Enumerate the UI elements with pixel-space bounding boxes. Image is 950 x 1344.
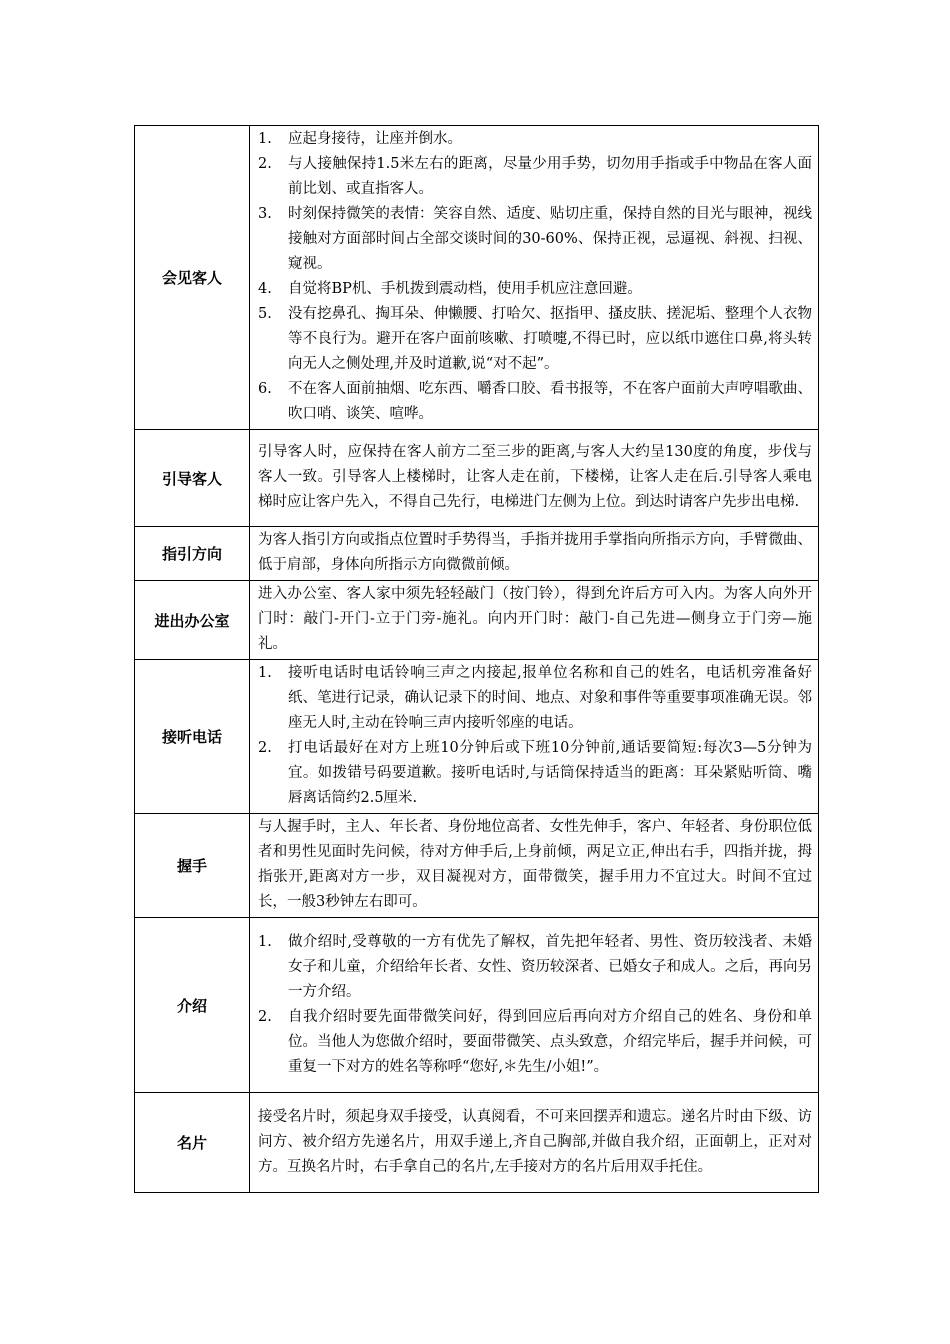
row-entering-office bbox=[135, 581, 819, 660]
list-item-number: 1. bbox=[258, 131, 272, 147]
list-item-number: 6. bbox=[258, 381, 272, 397]
list-item bbox=[258, 127, 812, 152]
list-item bbox=[258, 152, 812, 202]
list-item-number: 1. bbox=[258, 665, 272, 681]
list-item-number: 1. bbox=[258, 933, 272, 950]
row-pointing-direction bbox=[135, 527, 819, 581]
row-content bbox=[250, 126, 819, 430]
row-content: 与人握手时，主人、年长者、身份地位高者、女性先伸手，客户、年轻者、身份职位低者和男性见面时先问候，待对方伸手后,上身前倾，两足立正,伸出右手，四指并拢，拇指张开,距离对方一步，双目凝视对方，面带微笑，握手用力不宜过大。时间不宜过长，一般3秒钟左右即可。 bbox=[250, 814, 819, 918]
list-item-text: 与人接触保持1.5米左右的距离，尽量少用手势，切勿用手指或手中物品在客人面前比划、或直指客人。 bbox=[288, 156, 812, 197]
row-content: 进入办公室、客人家中须先轻轻敲门（按门铃），得到允许后方可入内。为客人向外开门时：敲门-开门-立于门旁-施礼。向内开门时：敲门-自己先进—侧身立于门旁—施礼。 bbox=[250, 581, 819, 660]
list-item-number: 4. bbox=[258, 281, 272, 297]
list-item-number: 3. bbox=[258, 206, 272, 222]
list-item-text: 接听电话时电话铃响三声之内接起,报单位名称和自己的姓名，电话机旁准备好纸、笔进行记录，确认记录下的时间、地点、对象和事件等重要事项准确无误。邻座无人时,主动在铃响三声内接听邻座的电话。 bbox=[288, 665, 812, 731]
numbered-list bbox=[258, 661, 812, 811]
row-content: 接受名片时，须起身双手接受，认真阅看，不可来回摆弄和遗忘。递名片时由下级、访问方、被介绍方先递名片，用双手递上,齐自己胸部,并做自我介绍，正面朝上，正对对方。互换名片时，右手拿自己的名片,左手接对方的名片后用双手托住。 bbox=[250, 1093, 819, 1193]
list-item-text: 自觉将BP机、手机拨到震动档，使用手机应注意回避。 bbox=[288, 281, 642, 297]
list-item bbox=[258, 302, 812, 377]
list-item bbox=[258, 736, 812, 811]
row-content bbox=[250, 660, 819, 814]
list-item bbox=[258, 930, 812, 1005]
numbered-list bbox=[258, 127, 812, 427]
row-content bbox=[250, 918, 819, 1093]
list-item-text: 自我介绍时要先面带微笑问好，得到回应后再向对方介绍自己的姓名、身份和单位。当他人为您做介绍时，要面带微笑、点头致意，介绍完毕后，握手并问候，可重复一下对方的姓名等称呼“您好,＊先生/小姐!”。 bbox=[288, 1008, 812, 1075]
numbered-list bbox=[258, 930, 812, 1080]
row-label: 引导客人 bbox=[135, 430, 250, 527]
row-meeting-guests bbox=[135, 126, 819, 430]
table-body bbox=[135, 126, 819, 1193]
list-item bbox=[258, 661, 812, 736]
row-label: 握手 bbox=[135, 814, 250, 918]
list-item-text: 应起身接待，让座并倒水。 bbox=[288, 131, 462, 147]
row-label: 名片 bbox=[135, 1093, 250, 1193]
etiquette-table bbox=[134, 125, 819, 1193]
list-item-number: 2. bbox=[258, 1008, 272, 1025]
row-guiding-guests bbox=[135, 430, 819, 527]
list-item-text: 时刻保持微笑的表情：笑容自然、适度、贴切庄重，保持自然的目光与眼神，视线接触对方面部时间占全部交谈时间的30-60%、保持正视，忌逼视、斜视、扫视、窥视。 bbox=[288, 206, 812, 272]
list-item-text: 没有挖鼻孔、掏耳朵、伸懒腰、打哈欠、抠指甲、搔皮肤、搓泥垢、整理个人衣物等不良行为。避开在客户面前咳嗽、打喷嚏,不得已时，应以纸巾遮住口鼻,将头转向无人之侧处理,并及时道歉,说“对不起”。 bbox=[288, 306, 812, 372]
row-handshake bbox=[135, 814, 819, 918]
row-label: 会见客人 bbox=[135, 126, 250, 430]
list-item-number: 2. bbox=[258, 156, 272, 172]
list-item bbox=[258, 377, 812, 427]
row-introduction bbox=[135, 918, 819, 1093]
row-label: 指引方向 bbox=[135, 527, 250, 581]
list-item-text: 打电话最好在对方上班10分钟后或下班10分钟前,通话要简短:每次3—5分钟为宜。如拨错号码要道歉。接听电话时,与话筒保持适当的距离：耳朵紧贴听筒、嘴唇离话筒约2.5厘米. bbox=[288, 740, 812, 806]
list-item-text: 不在客人面前抽烟、吃东西、嚼香口胶、看书报等，不在客户面前大声哼唱歌曲、吹口哨、谈笑、喧哗。 bbox=[288, 381, 812, 422]
row-content: 引导客人时，应保持在客人前方二至三步的距离,与客人大约呈130度的角度，步伐与客人一致。引导客人上楼梯时，让客人走在前，下楼梯，让客人走在后.引导客人乘电梯时应让客户先入，不得自己先行，电梯进门左侧为上位。到达时请客户先步出电梯. bbox=[250, 430, 819, 527]
list-item bbox=[258, 1005, 812, 1080]
row-content: 为客人指引方向或指点位置时手势得当，手指并拢用手掌指向所指示方向，手臂微曲、低于肩部，身体向所指示方向微微前倾。 bbox=[250, 527, 819, 581]
list-item bbox=[258, 202, 812, 277]
list-item-number: 5. bbox=[258, 306, 272, 322]
row-business-card bbox=[135, 1093, 819, 1193]
list-item bbox=[258, 277, 812, 302]
row-label: 介绍 bbox=[135, 918, 250, 1093]
row-label: 接听电话 bbox=[135, 660, 250, 814]
list-item-number: 2. bbox=[258, 740, 272, 756]
row-label: 进出办公室 bbox=[135, 581, 250, 660]
row-answering-phone bbox=[135, 660, 819, 814]
list-item-text: 做介绍时,受尊敬的一方有优先了解权，首先把年轻者、男性、资历较浅者、未婚女子和儿童，介绍给年长者、女性、资历较深者、已婚女子和成人。之后，再向另一方介绍。 bbox=[288, 933, 812, 1000]
